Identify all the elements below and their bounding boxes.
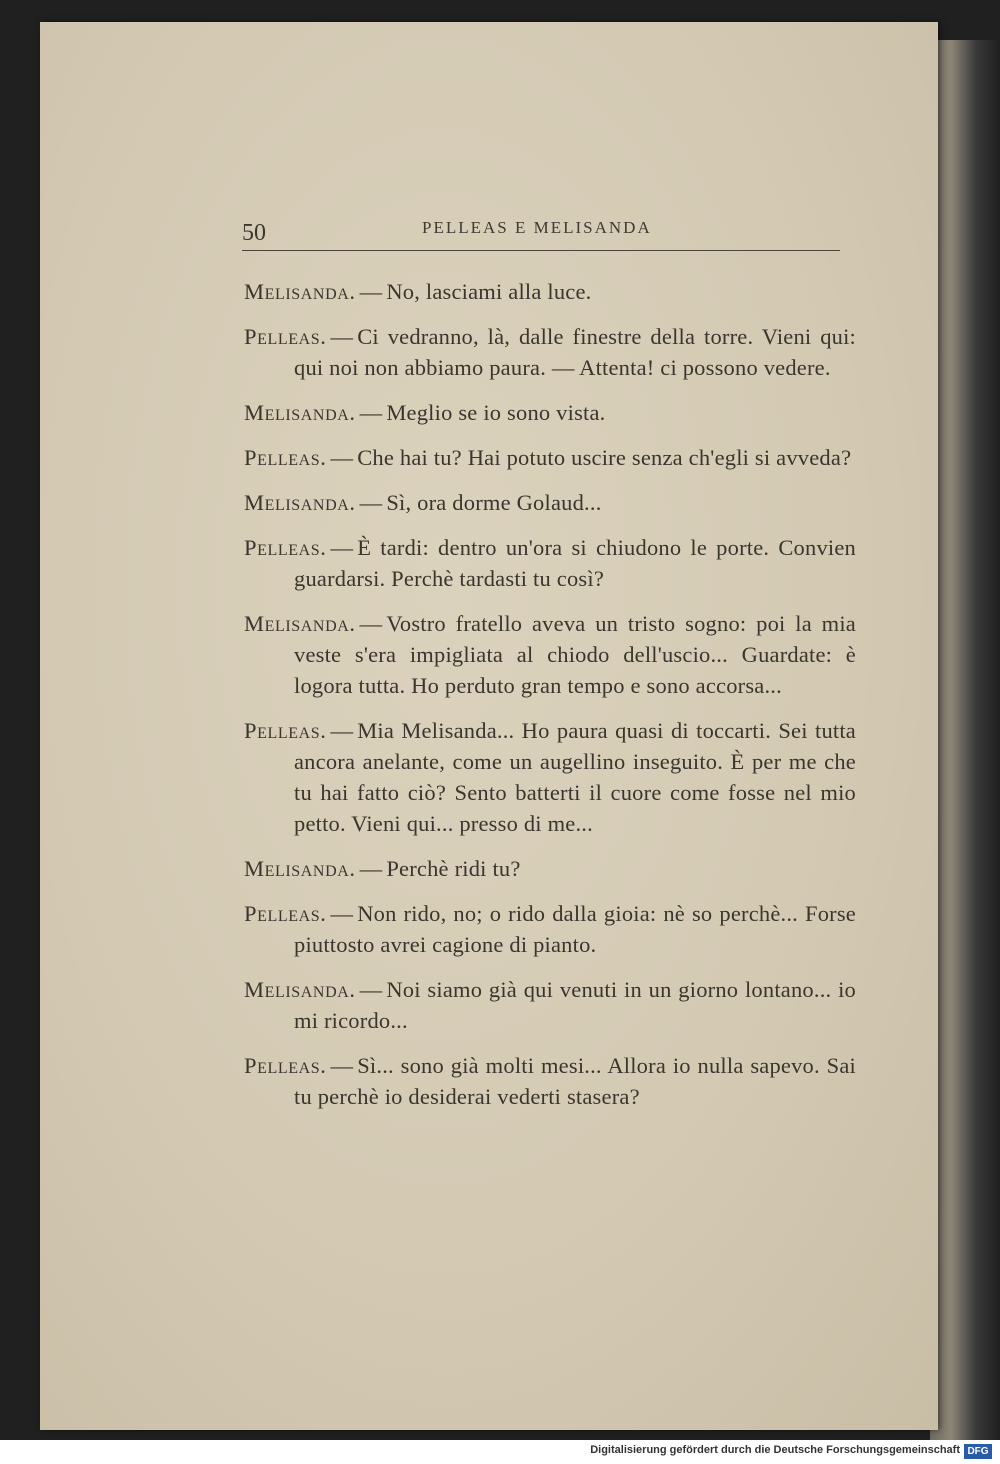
speaker-name: Melisanda. [244,856,356,881]
speaker-name: Melisanda. [244,611,356,636]
speech: Melisanda. — Meglio se io sono vista. [244,400,606,425]
speech-text: Noi siamo già qui venuti in un giorno lontano... io mi ricordo... [294,977,856,1033]
speech: Pelleas. — Che hai tu? Hai potuto uscire senza ch'egli si avveda? [244,445,852,470]
speaker-name: Melisanda. [244,977,356,1002]
page-body [244,276,856,1126]
footer-bar [0,1440,1000,1464]
speaker-name: Melisanda. [244,490,356,515]
speech-text: No, lasciami alla luce. [386,279,592,304]
speech: Pelleas. — È tardi: dentro un'ora si chiudono le porte. Convien guardarsi. Perchè tardasti tu così? [244,535,856,591]
speaker-name: Pelleas. [244,535,327,560]
speech-text: Vostro fratello aveva un tristo sogno: poi la mia veste s'era impigliata al chiodo dell'uscio... Guardate: è logora tutta. Ho perduto gran tempo e sono accorsa... [294,611,856,698]
speech-text: Sì, ora dorme Golaud... [386,490,602,515]
speech: Pelleas. — Non rido, no; o rido dalla gioia: nè so perchè... Forse piuttosto avrei cagione di pianto. [244,901,856,957]
running-title: PELLEAS E MELISANDA [422,218,652,237]
speech: Pelleas. — Ci vedranno, là, dalle finestre della torre. Vieni qui: qui noi non abbiamo paura. — Attenta! ci possono vedere. [244,324,856,380]
speaker-name: Pelleas. [244,445,327,470]
speaker-name: Melisanda. [244,279,356,304]
speech-text: Ci vedranno, là, dalle finestre della torre. Vieni qui: qui noi non abbiamo paura. — Attenta! ci possono vedere. [294,324,856,380]
speech: Melisanda. — Sì, ora dorme Golaud... [244,490,602,515]
book-edge [930,40,1000,1440]
speaker-name: Melisanda. [244,400,356,425]
speech: Melisanda. — Noi siamo già qui venuti in un giorno lontano... io mi ricordo... [244,977,856,1033]
speech-text: Non rido, no; o rido dalla gioia: nè so perchè... Forse piuttosto avrei cagione di pianto. [294,901,856,957]
speech: Pelleas. — Mia Melisanda... Ho paura quasi di toccarti. Sei tutta ancora anelante, come un augellino inseguito. È per me che tu hai fatto ciò? Sento batterti il cuore come fosse nel mio petto. Vieni qui... presso di me... [244,718,856,836]
page-number: 50 [242,220,266,246]
dfg-logo: DFG [964,1444,992,1459]
page-header [242,214,840,251]
speech-text: Sì... sono già molti mesi... Allora io nulla sapevo. Sai tu perchè io desiderai vederti stasera? [294,1053,856,1109]
speech-text: Meglio se io sono vista. [386,400,606,425]
speech-text: Perchè ridi tu? [386,856,521,881]
speech: Melisanda. — Vostro fratello aveva un tristo sogno: poi la mia veste s'era impigliata al chiodo dell'uscio... Guardate: è logora tutta. Ho perduto gran tempo e sono accorsa... [244,611,856,698]
speech: Melisanda. — No, lasciami alla luce. [244,279,592,304]
speaker-name: Pelleas. [244,901,327,926]
speech-text: Mia Melisanda... Ho paura quasi di toccarti. Sei tutta ancora anelante, come un augellino inseguito. È per me che tu hai fatto ciò? Sento batterti il cuore come fosse nel mio petto. Vieni qui... presso di me... [294,718,856,836]
speech: Melisanda. — Perchè ridi tu? [244,856,521,881]
speaker-name: Pelleas. [244,718,327,743]
speech-text: È tardi: dentro un'ora si chiudono le porte. Convien guardarsi. Perchè tardasti tu così? [294,535,856,591]
speech: Pelleas. — Sì... sono già molti mesi... Allora io nulla sapevo. Sai tu perchè io desiderai vederti stasera? [244,1053,856,1109]
speaker-name: Pelleas. [244,324,327,349]
funding-credit: Digitalisierung gefördert durch die Deutsche Forschungsgemeinschaft [590,1444,960,1456]
speaker-name: Pelleas. [244,1053,327,1078]
speech-text: Che hai tu? Hai potuto uscire senza ch'egli si avveda? [357,445,852,470]
